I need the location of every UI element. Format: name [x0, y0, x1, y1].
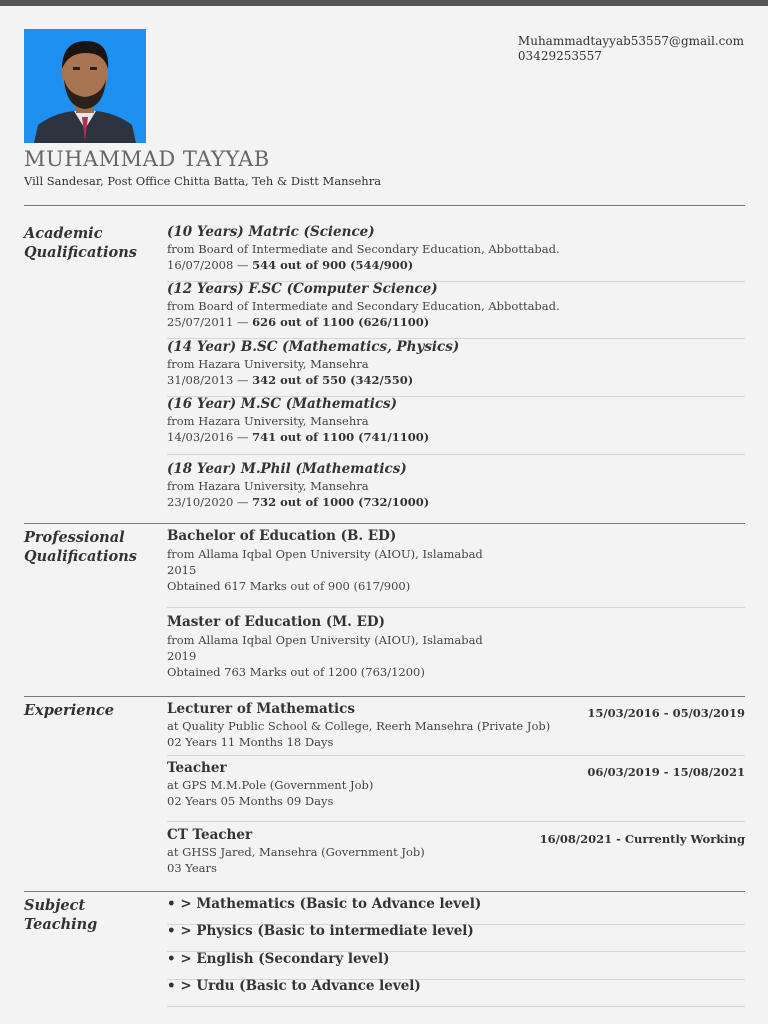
experience-dates: 16/08/2021 - Currently Working [539, 832, 745, 846]
experience-title: Teacher [167, 760, 227, 776]
section-divider [24, 523, 745, 524]
academic-from: from Hazara University, Mansehra [167, 357, 369, 371]
academic-label: Academic Qualifications [24, 225, 137, 261]
experience-at: at Quality Public School & College, Reerh Mansehra (Private Job) [167, 719, 551, 733]
academic-item [167, 223, 745, 273]
professional-title: Bachelor of Education (B. ED) [167, 528, 397, 544]
item-divider [167, 755, 745, 756]
professional-item [167, 613, 745, 680]
academic-item [167, 395, 745, 445]
academic-from: from Board of Intermediate and Secondary Education, Abbottabad. [167, 299, 560, 313]
experience-title: CT Teacher [167, 827, 253, 843]
academic-marks: 626 out of 1100 (626/1100) [252, 315, 430, 329]
academic-title: (12 Years) F.SC (Computer Science) [167, 281, 438, 297]
professional-marks: Obtained 763 Marks out of 1200 (763/1200) [167, 665, 425, 679]
experience-duration: 02 Years 11 Months 18 Days [167, 735, 334, 749]
academic-title: (10 Years) Matric (Science) [167, 224, 375, 240]
item-divider [167, 1006, 745, 1007]
professional-item [167, 527, 745, 594]
full-name: MUHAMMAD TAYYAB [24, 147, 270, 171]
academic-from: from Hazara University, Mansehra [167, 414, 369, 428]
professional-from: from Allama Iqbal Open University (AIOU), Islamabad [167, 633, 483, 647]
academic-date: 14/03/2016 — [167, 430, 253, 444]
section-divider [24, 205, 745, 206]
item-divider [167, 454, 745, 455]
person-portrait-icon [24, 29, 146, 143]
academic-title: (18 Year) M.Phil (Mathematics) [167, 461, 407, 477]
item-divider [167, 607, 745, 608]
academic-date: 25/07/2011 — [167, 315, 253, 329]
item-divider [167, 821, 745, 822]
academic-title: (16 Year) M.SC (Mathematics) [167, 396, 398, 412]
email-text[interactable]: Muhammadtayyab53557@gmail.com [517, 34, 744, 48]
subject-item: • > Urdu (Basic to Advance level) [167, 978, 421, 994]
academic-from: from Hazara University, Mansehra [167, 479, 369, 493]
subject-item: • > Physics (Basic to intermediate level) [167, 923, 474, 939]
experience-label: Experience [24, 702, 115, 719]
subject-label: Subject Teaching [24, 897, 98, 933]
academic-title: (14 Year) B.SC (Mathematics, Physics) [167, 339, 460, 355]
phone-text: 03429253557 [517, 49, 602, 63]
profile-photo [24, 29, 146, 143]
top-bar [0, 0, 768, 6]
experience-item [167, 700, 745, 750]
experience-duration: 02 Years 05 Months 09 Days [167, 794, 334, 808]
academic-item [167, 460, 745, 510]
contact-info [518, 34, 744, 64]
experience-at: at GHSS Jared, Mansehra (Government Job) [167, 845, 425, 859]
experience-at: at GPS M.M.Pole (Government Job) [167, 778, 374, 792]
subject-item: • > Mathematics (Basic to Advance level) [167, 896, 482, 912]
professional-marks: Obtained 617 Marks out of 900 (617/900) [167, 579, 411, 593]
academic-from: from Board of Intermediate and Secondary Education, Abbottabad. [167, 242, 560, 256]
subject-item: • > English (Secondary level) [167, 951, 390, 967]
experience-duration: 03 Years [167, 861, 217, 875]
experience-dates: 06/03/2019 - 15/08/2021 [587, 765, 745, 779]
academic-marks: 732 out of 1000 (732/1000) [252, 495, 430, 509]
academic-item [167, 338, 745, 388]
academic-date: 23/10/2020 — [167, 495, 253, 509]
section-divider [24, 696, 745, 697]
professional-label: Professional Qualifications [24, 529, 137, 565]
professional-year: 2015 [167, 563, 197, 577]
professional-year: 2019 [167, 649, 197, 663]
academic-marks: 544 out of 900 (544/900) [252, 258, 414, 272]
academic-marks: 741 out of 1100 (741/1100) [252, 430, 430, 444]
academic-date: 16/07/2008 — [167, 258, 253, 272]
experience-item [167, 826, 745, 876]
professional-from: from Allama Iqbal Open University (AIOU), Islamabad [167, 547, 483, 561]
experience-dates: 15/03/2016 - 05/03/2019 [587, 706, 745, 720]
section-divider [24, 891, 745, 892]
academic-item [167, 280, 745, 330]
address: Vill Sandesar, Post Office Chitta Batta, Teh & Distt Mansehra [24, 174, 382, 188]
experience-item [167, 759, 745, 809]
academic-date: 31/08/2013 — [167, 373, 253, 387]
academic-marks: 342 out of 550 (342/550) [252, 373, 414, 387]
professional-title: Master of Education (M. ED) [167, 614, 385, 630]
experience-title: Lecturer of Mathematics [167, 701, 355, 717]
